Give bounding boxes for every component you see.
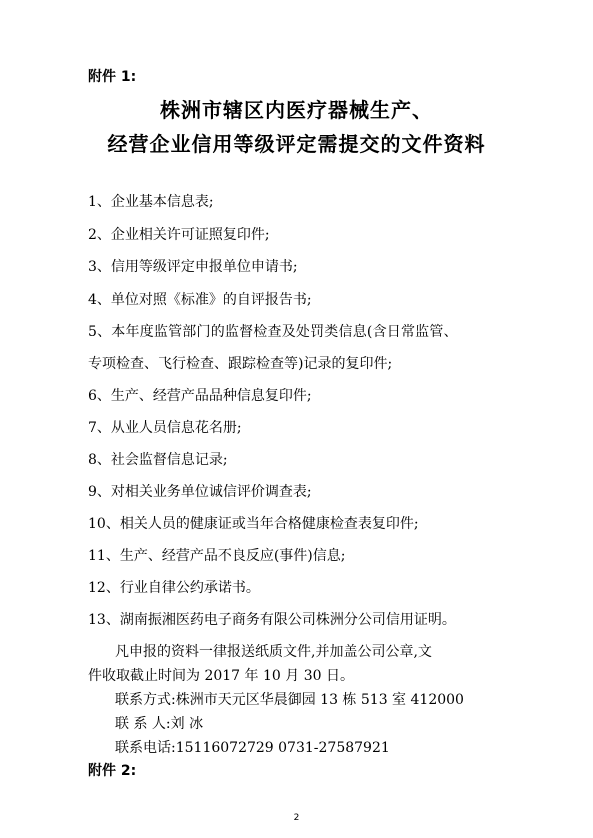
attachment-1-label: 附件 1: [88,69,137,85]
list-item-7: 7、从业人员信息花名册; [88,420,242,436]
list-item-6: 6、生产、经营产品品种信息复印件; [88,388,312,404]
notice-line-1: 凡申报的资料一律报送纸质文件,并加盖公司公章,文 [115,644,432,660]
list-item-9: 9、对相关业务单位诚信评价调查表; [88,484,312,500]
list-item-4: 4、单位对照《标准》的自评报告书; [88,292,312,308]
contact-address: 联系方式:株洲市天元区华晨御园 13 栋 513 室 412000 [115,692,464,708]
list-item-1: 1、企业基本信息表; [88,194,214,210]
contact-person: 联 系 人:刘 冰 [115,716,204,732]
list-item-13: 13、湖南振湘医药电子商务有限公司株洲分公司信用证明。 [88,612,456,628]
list-item-2: 2、企业相关许可证照复印件; [88,227,270,243]
list-item-3: 3、信用等级评定申报单位申请书; [88,259,298,275]
contact-phone: 联系电话:15116072729 0731-27587921 [115,740,390,756]
document-title-line-2: 经营企业信用等级评定需提交的文件资料 [107,132,486,156]
list-item-5: 5、本年度监管部门的监督检查及处罚类信息(含日常监管、 [88,324,458,340]
list-item-5-continuation: 专项检查、飞行检查、跟踪检查等)记录的复印件; [88,356,393,372]
document-title-line-1: 株洲市辖区内医疗器械生产、 [160,98,433,122]
attachment-2-label: 附件 2: [88,763,137,779]
notice-line-2: 件收取截止时间为 2017 年 10 月 30 日。 [88,668,354,684]
list-item-11: 11、生产、经营产品不良反应(事件)信息; [88,548,346,564]
list-item-12: 12、行业自律公约承诺书。 [88,580,260,596]
page-number: 2 [293,813,300,823]
list-item-8: 8、社会监督信息记录; [88,452,228,468]
list-item-10: 10、相关人员的健康证或当年合格健康检查表复印件; [88,516,419,532]
